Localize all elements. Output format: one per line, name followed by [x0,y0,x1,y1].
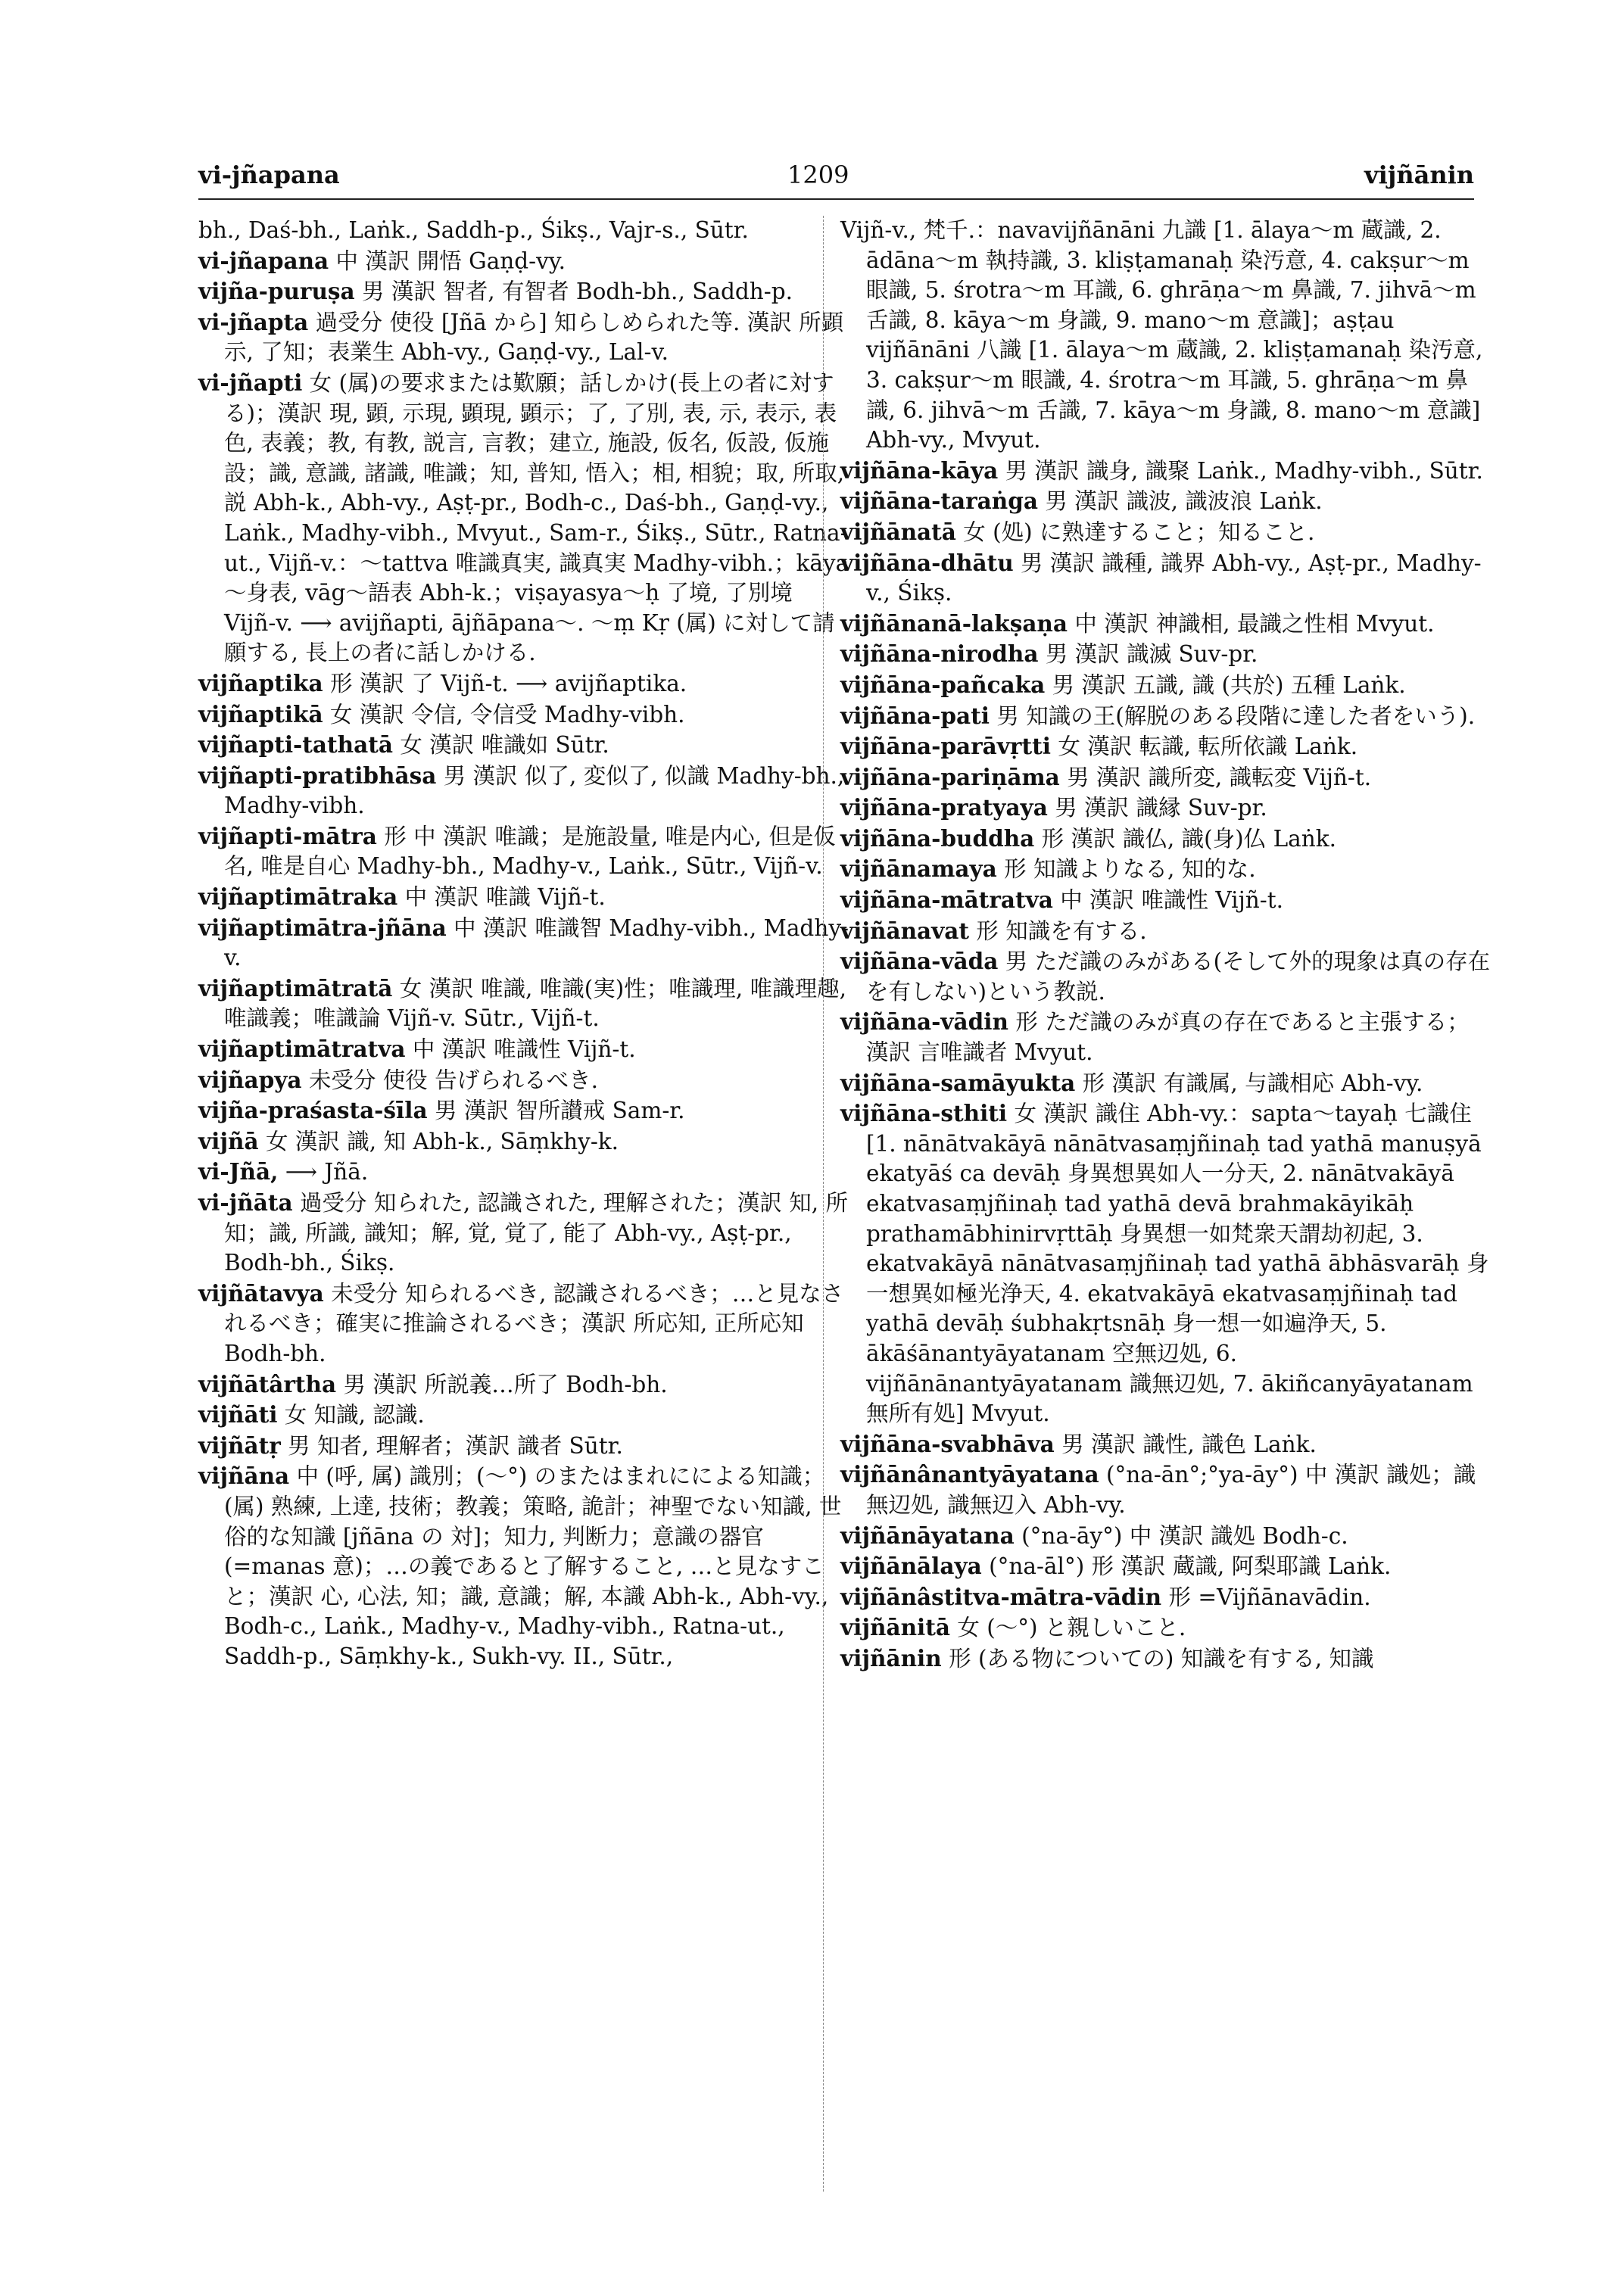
dictionary-entry [198,1400,849,1431]
entry-headword: vijñānin [840,1644,942,1671]
dictionary-entry [840,1521,1492,1552]
dictionary-entry [840,885,1492,916]
dictionary-entry [840,609,1492,640]
entry-headword: vijñāna-buddha [840,824,1035,852]
entry-definition: 女 漢訳 令信, 令信受 Madhy-vibh. [323,701,685,727]
dictionary-entry [198,307,849,368]
dictionary-entry [840,701,1492,732]
dictionary-entry [840,946,1492,1007]
entry-headword: vijñānatā [840,518,956,545]
entry-definition: 男 漢訳 識性, 識色 Laṅk. [1054,1431,1317,1457]
right-column [840,216,1492,1675]
dictionary-entry [198,699,849,731]
dictionary-entry [198,1065,849,1096]
entry-headword: vijñātavya [198,1279,324,1307]
entry-definition: 過受分 使役 [Jñā から] 知らしめられた等. 漢訳 所顕示, 了知；表業生 Abh-vy., Gaṇḍ-vy., Lal-v. [224,309,844,366]
entry-headword: vijñātârtha [198,1370,337,1397]
entry-definition: 女 (処) に熟達すること；知ること. [955,519,1315,545]
dictionary-entry [840,1429,1492,1460]
dictionary-entry [198,761,849,821]
entry-definition: 未受分 知られるべき, 認識されるべき；…と見なされるべき；確実に推論されるべき；漢訳 所応知, 正所応知 Bodh-bh. [224,1280,844,1366]
column-divider [823,216,824,2192]
entry-headword: vijñānālaya [840,1553,982,1580]
dictionary-entry [198,1157,849,1188]
dictionary-entry [840,517,1492,548]
entry-headword: vijñā [198,1127,259,1154]
entry-definition: 男 漢訳 所説義…所了 Bodh-bh. [336,1371,668,1397]
entry-definition: 中 漢訳 開悟 Gaṇḍ-vy. [329,248,566,274]
entry-definition: 女 漢訳 唯識如 Sūtr. [392,732,609,759]
entry-headword: vijñāna-svabhāva [840,1430,1055,1457]
entry-headword: vijñapti-mātra [198,822,377,849]
entry-definition: bh., Daś-bh., Laṅk., Saddh-p., Śikṣ., Vajr-s., Sūtr. [198,217,749,243]
dictionary-entry [840,1612,1492,1643]
entry-definition: (°na-āy°) 中 漢訳 識処 Bodh-c. [1014,1522,1348,1549]
entry-definition: (°na-ān°;°ya-āy°) 中 漢訳 識処；識無辺処, 識無辺入 Abh-vy. [866,1462,1476,1518]
entry-headword: vijñānanā-lakṣaṇa [840,609,1068,637]
entry-headword: vijñāna-dhātu [840,549,1014,576]
dictionary-entry [840,456,1492,487]
entry-definition: (°na-āl°) 形 漢訳 蔵識, 阿梨耶識 Laṅk. [981,1553,1392,1580]
entry-definition: 中 漢訳 唯識 Vijñ-t. [397,884,606,911]
dictionary-entry [198,1279,849,1369]
entry-headword: vijñānāyatana [840,1522,1015,1549]
entry-definition: 女 知識, 認識. [277,1402,425,1428]
entry-definition: 過受分 知られた, 認識された, 理解された；漢訳 知, 所知；識, 所識, 識知；解, 覚, 覚了, 能了 Abh-vy., Aṣṭ-pr., Bodh-bh., Śikṣ. [224,1190,848,1276]
entry-headword: vi-Jñā, [198,1158,279,1185]
dictionary-entry [198,882,849,913]
entry-definition: 形 ただ識のみが真の存在であると主張する；漢訳 言唯識者 Mvyut. [866,1009,1470,1066]
entry-definition: 形 知識よりなる, 知的な. [996,856,1256,883]
dictionary-entry [198,368,849,668]
dictionary-entry [198,1461,849,1671]
entry-headword: vijñaptikā [198,700,323,727]
page-number: 1209 [787,160,849,189]
entry-headword: vi-jñāta [198,1189,293,1216]
entry-headword: vijñapti-tathatā [198,731,393,759]
entry-headword: vijñaptimātra-jñāna [198,914,447,941]
entry-definition: 中 漢訳 唯識性 Vijñ-t. [1052,887,1283,914]
header-rule [198,198,1474,200]
entry-definition: 女 漢訳 識住 Abh-vy.：sapta～tayaḥ 七識住 [1. nānātvakāyā nānātvasaṃjñinaḥ tad yathā manuṣyā ekatyāś ca devāḥ 身異想異如人一分天, 2. nānātvakāyā ekatvasaṃjñinaḥ tad yathā devā brahmakāyikāḥ prathamābhinirvṛttāḥ 身異想一如梵衆天謂劫初起, 3. ekatvakāyā nānātvasaṃjñinaḥ tad yathā ābhāsvarāḥ 身一想異如極光浄天, 4. ekatvakāyā ekatvasaṃjñinaḥ tad yathā devāḥ śubhakṛtsnāḥ 身一想一如遍浄天, 5. ākāśānantyāyatanam 空無辺処, 6. vijñānānantyāyatanam 識無辺処, 7. ākiñcanyāyatanam 無所有処] Mvyut. [866,1101,1489,1427]
entry-definition: Vijñ-v., 梵千.：navavijñānāni 九識 [1. ālaya～m 蔵識, 2. ādāna～m 執持識, 3. kliṣṭamanaḥ 染汚意, 4. cakṣur～m 眼識, 5. śrotra～m 耳識, 6. ghrāṇa～m 鼻識, 7. jihvā～m 舌識, 8. kāya～m 身識, 9. mano～m 意識]；aṣṭau vijñānāni 八識 [1. ālaya～m 蔵識, 2. kliṣṭamanaḥ 染汚意, 3. cakṣur～m 眼識, 4. śrotra～m 耳識, 5. ghrāṇa～m 鼻識, 6. jihvā～m 舌識, 7. kāya～m 身識, 8. mano～m 意識] Abh-vy., Mvyut. [840,217,1483,453]
entry-definition: 女 (～°) と親しいこと. [949,1615,1186,1641]
entry-headword: vijñānavat [840,917,970,944]
entry-headword: vijñānâstitva-mātra-vādin [840,1583,1162,1610]
entry-headword: vijñāna-pañcaka [840,671,1046,698]
dictionary-entry [840,548,1492,609]
entry-headword: vijñāna-vāda [840,948,999,975]
entry-headword: vijñānitā [840,1614,950,1641]
entry-headword: vijñaptika [198,669,323,696]
dictionary-entry [840,1460,1492,1520]
entry-headword: vijñāna-samāyukta [840,1069,1076,1096]
entry-definition: 男 漢訳 智者, 有智者 Bodh-bh., Saddh-p. [354,279,793,305]
dictionary-entry [198,216,849,246]
dictionary-entry [840,639,1492,670]
dictionary-entry [840,762,1492,793]
dictionary-entry [198,1034,849,1065]
dictionary-entry [840,731,1492,762]
dictionary-entry [840,916,1492,947]
entry-headword: vijñānânantyāyatana [840,1461,1099,1488]
entry-definition: 中 漢訳 唯識智 Madhy-vibh., Madhy-v. [224,914,849,971]
entry-headword: vijñātṛ [198,1432,281,1459]
entry-definition: 形 漢訳 有識属, 与識相応 Abh-vy. [1075,1070,1423,1096]
entry-definition: 中 漢訳 神識相, 最識之性相 Mvyut. [1068,610,1435,637]
entry-definition: 男 漢訳 智所讃戒 Sam-r. [427,1098,685,1124]
dictionary-entry [198,1369,849,1400]
entry-headword: vi-jñapana [198,247,329,274]
running-head-left: vi-jñapana [198,160,340,189]
entry-definition: 形 知識を有する. [969,918,1147,944]
entry-definition: 形 中 漢訳 唯識；是施設量, 唯是内心, 但是仮名, 唯是自心 Madhy-bh., Madhy-v., Laṅk., Sūtr., Vijñ-v. [224,823,836,880]
dictionary-entry [840,1098,1492,1429]
dictionary-entry [840,854,1492,885]
entry-definition: 男 漢訳 五識, 識 (共於) 五種 Laṅk. [1045,671,1406,698]
entry-definition: 女 漢訳 転識, 転所依識 Laṅk. [1050,734,1358,760]
entry-headword: vijñāna-sthiti [840,1100,1008,1127]
entry-definition: 男 漢訳 識滅 Suv-pr. [1038,641,1258,668]
entry-headword: vi-jñapti [198,369,303,396]
left-column [198,216,849,1672]
dictionary-entry [198,1126,849,1157]
entry-definition: 男 ただ識のみがある(そして外的現象は真の存在を有しない)という教説. [866,949,1491,1005]
entry-definition: 男 漢訳 識波, 識波浪 Laṅk. [1037,488,1323,515]
entry-headword: vijñaptimātratva [198,1036,406,1063]
dictionary-entry [840,1643,1492,1675]
entry-headword: vijñāna-vādin [840,1008,1008,1036]
entry-headword: vijña-praśasta-śīla [198,1097,428,1124]
entry-headword: vi-jñapta [198,308,309,335]
entry-definition: 男 漢訳 識縁 Suv-pr. [1047,795,1267,821]
entry-headword: vijñāna-taraṅga [840,488,1038,515]
entry-definition: 中 漢訳 唯識性 Vijñ-t. [405,1036,636,1063]
entry-definition: 女 漢訳 唯識, 唯識(実)性；唯識理, 唯識理趣, 唯識義；唯識論 Vijñ-v. Sūtr., Vijñ-t. [224,975,846,1032]
dictionary-entry [198,1095,849,1126]
entry-definition: 男 漢訳 似了, 変似了, 似識 Madhy-bh., Madhy-vibh. [224,762,845,819]
dictionary-entry [198,821,849,882]
dictionary-entry [198,1431,849,1462]
entry-headword: vijñaptimātratā [198,974,393,1002]
entry-definition: ⟶ Jñā. [278,1159,369,1185]
entry-definition: 形 漢訳 識仏, 識(身)仏 Laṅk. [1034,825,1336,852]
dictionary-entry [198,668,849,699]
entry-definition: 形 漢訳 了 Vijñ-t. ⟶ avijñaptika. [323,670,687,696]
dictionary-entry [840,486,1492,517]
dictionary-entry [198,276,849,307]
entry-definition: 男 漢訳 識種, 識界 Abh-vy., Aṣṭ-pr., Madhy-v., Śikṣ. [866,550,1482,606]
dictionary-entry [840,824,1492,855]
dictionary-entry [840,1551,1492,1582]
entry-headword: vijñāna-pratyaya [840,794,1048,821]
entry-headword: vijñāna-kāya [840,456,999,484]
entry-definition: 男 漢訳 識身, 識聚 Laṅk., Madhy-vibh., Sūtr. [998,457,1483,484]
dictionary-entry [840,1068,1492,1099]
entry-definition: 男 知識の王(解脱のある段階に達した者をいう). [989,703,1476,729]
dictionary-entry [840,1007,1492,1067]
entry-headword: vijñāna-pariṇāma [840,763,1060,790]
entry-definition: 女 漢訳 識, 知 Abh-k., Sāṃkhy-k. [258,1128,619,1154]
entry-headword: vijña-puruṣa [198,278,355,305]
dictionary-entry [840,793,1492,824]
dictionary-entry [840,216,1492,456]
entry-headword: vijñāna-pati [840,702,990,729]
dictionary-entry [198,913,849,974]
entry-definition: 男 知者, 理解者；漢訳 識者 Sūtr. [280,1432,623,1459]
dictionary-entry [198,1188,849,1279]
entry-headword: vijñānamaya [840,855,997,883]
entry-definition: 未受分 使役 告げられるべき. [301,1067,598,1093]
entry-headword: vijñapya [198,1066,302,1093]
dictionary-entry [198,246,849,277]
entry-headword: vijñāna-nirodha [840,640,1039,668]
entry-definition: 形 =Vijñānavādin. [1161,1584,1371,1610]
dictionary-entry [198,974,849,1034]
dictionary-entry [840,1582,1492,1613]
dictionary-entry [840,670,1492,701]
entry-headword: vijñapti-pratibhāsa [198,762,437,789]
entry-headword: vijñāna-parāvṛtti [840,733,1051,760]
dictionary-entry [198,730,849,761]
running-head-right: vijñānin [1364,160,1474,189]
entry-headword: vijñāti [198,1401,278,1428]
entry-headword: vijñaptimātraka [198,883,398,911]
entry-definition: 形 (ある物についての) 知識を有する, 知識 [941,1645,1374,1671]
entry-definition: 男 漢訳 識所変, 識転変 Vijñ-t. [1059,764,1372,790]
entry-definition: 中 (呼, 属) 識別；(～°) のまたはまれにによる知識；(属) 熟練, 上達, 技術；教義；策略, 詭計；神聖でない知識, 世俗的な知識 [jñāna の 対]；知力, 判断力；意識の器官 (=manas 意)；…の義であると了解すること, …と見なすこと；漢訳 心, 心法, 知；識, 意識；解, 本識 Abh-k., Abh-vy., Bodh-c., Laṅk., Madhy-v., Madhy-vibh., Ratna-ut., Saddh-p., Sāṃkhy-k., Sukh-vy. II., Sūtr., [224,1463,842,1669]
entry-headword: vijñāna [198,1463,290,1490]
entry-definition: 女 (属)の要求または歎願；話しかけ(長上の者に対する)；漢訳 現, 顕, 示現, 顕現, 顕示；了, 了別, 表, 示, 表示, 表色, 表義；教, 有教, 説言, 言教；建立, 施設, 仮名, 仮設, 仮施設；識, 意識, 諸識, 唯識；知, 普知, 悟入；相, 相貌；取, 所取, 説 Abh-k., Abh-vy., Aṣṭ-pr., Bodh-c., Daś-bh., Gaṇḍ-vy., Laṅk., Madhy-vibh., Mvyut., Sam-r., Śikṣ., Sūtr., Ratna-ut., Vijñ-v.：～tattva 唯識真実, 識真実 Madhy-vibh.；kāya～身表, vāg～語表 Abh-k.；viṣayasya～ḥ 了境, 了別境 Vijñ-v. ⟶ avijñapti, ājñāpana～. ～ṃ Kṛ (属) に対して請願する, 長上の者に話しかける. [224,369,849,666]
entry-headword: vijñāna-mātratva [840,886,1053,914]
